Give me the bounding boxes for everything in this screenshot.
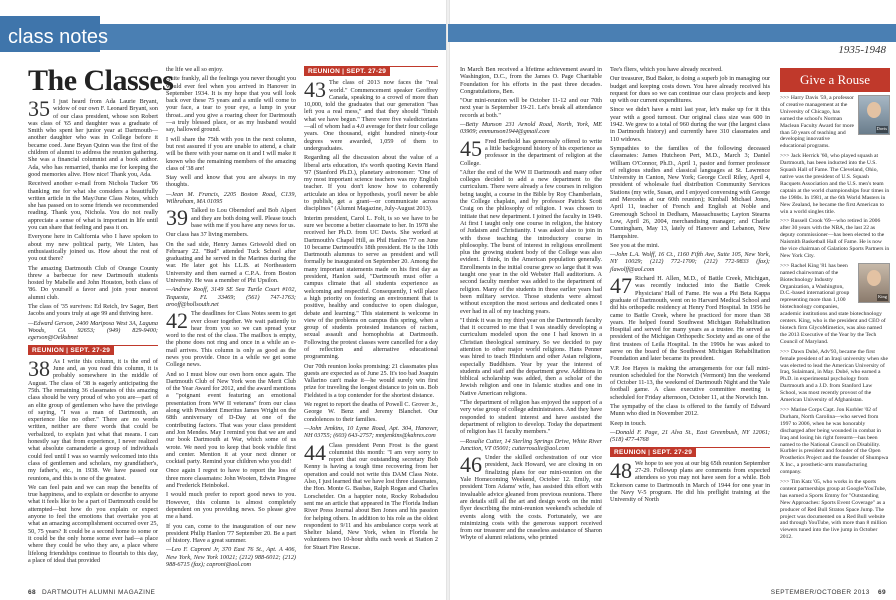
note-47-p2: V.P. Joe Hayes is making the arrangements for our fall mini-reunion scheduled for the Norwich (Vermont) Inn the weekend of October 11-13, the weekend of Dartmouth Night and the Yale football game. A class executive committee meeting is scheduled for Friday afternoon, October 11, at the Norwich Inn.: [610, 364, 770, 401]
rouse-item-text: >>> Rachel King '81 has been named chairwoman of the Biotechnology Industry Organization, a Washington, D.C.-based international group representing more than 1,100 biotechnology companies, academic institutions and state biotechnology centers. King, who is the president and CEO of biotech firm GlycoMimetics, was also named the 2013 Executive of the Year by the Tech Council of Maryland.: [780, 262, 886, 345]
reunion-badge-38: REUNION | SEPT. 27-29: [28, 346, 114, 355]
class-number-45: 45: [460, 135, 482, 161]
note-45-p3: "I think it was in my third year on the Dartmouth faculty that it occurred to me that I was steadily developing a curriculum modeled upon the one I had known in a Christian theological seminary. So we decided to pay attention to other major world religions. Hans Penner was hired to teach Hinduism and other Asian religions, especially Buddhism. Year by year the interest of students and staff and the department grew. Additions in biblical scholarship was added, then a scholar of the Jewish religion and one in Islamic studies and one in Native American religions.: [460, 316, 602, 397]
note-44-cont-p1: In March Ben received a lifetime achievement award in Washington, D.C., from the James O. Page Charitable Foundation for his efforts in the past three decades. Congratulations, Ben.: [460, 66, 602, 95]
note-42-p4: I would much prefer to report good news to you. However, this column is almost completely dependent on you providing news. So please give me a hand.: [166, 491, 296, 521]
note-35-p3: Everyone here in California who I have spoken to about my new political party, We Listen, has enthusiastically joined us. How about the rest of you out there?: [28, 233, 158, 263]
give-a-rouse-title: Give a Rouse: [780, 68, 890, 92]
class-years-range: 1935-1948: [838, 44, 886, 56]
note-42-p2: And so I must blow our own horn once again. The Dartmouth Club of New York won the Merit Club of the Year Award for 2012, and the award mentions a "poignant event featuring an emotional presentation from WW II veterans" from our class along with President Emeritus James Wright on the 68th anniversary of D-Day at one of the contributing factors. That was your class president and Jon Mendes. May I remind you that we are and our book Dartmouth at War, which some of us wrote. We need you to keep that book visible first and center. Mention it at your next dinner or cocktail party. Remind your children who you did!: [166, 370, 296, 466]
note-43-p3: Interim president, Carol L. Folt, is so we have to be sure we become a better classmate to her. In 1978 she received her Ph.D. from UC Davis. She worked at Dartmouth's Chapel Hill, as Phil Hanlon '77 on June 10 became Dartmouth's 18th president. He is the 10th Dartmouth alumnus to serve as president and will formally be inaugurated on September 20. Among the many important statements made on his first day as president, Hanlon said, "Dartmouth must offer a campus climate that all students experience as welcoming and respectful. Consequently, I will place a high priority on fostering an environment that is positive, healthy and conducive to open dialogue, debate and learning." This statement is welcome in view of the problems on campus this spring, when a group of students protested instances of racism, sexual assault and homophobia at Dartmouth. Following the protest classes were cancelled for a day of reflection and alternative educational programming.: [304, 214, 438, 361]
right-page: [448, 0, 896, 600]
portrait-face: [867, 102, 881, 118]
col5-p1: Tee's fliers, which you have already received.: [610, 66, 723, 73]
rouse-item: >>> Dawn Dubé, Adv'93, became the first female president of an Iraqi university when she was elected to lead the American University of Iraq, Sulaimani, in May. Dubé, who earned a Ph.D. in experimental psychology from Dartmouth and a J.D. from Stanford Law School, was most recently provost of the American University of Afghanistan.: [780, 348, 888, 404]
note-44-signature: —Betty Munson 231 Arnold Road, North, York, ME 03909; emmunson1944@gmail.com: [460, 121, 602, 136]
note-43-signature: —John Jenkins, 10 Lyme Road, Apt. 304, Hanover, NH 03755; (603) 643-2757; mmjenkins@kahres.com: [304, 424, 438, 440]
col2-p2: Quite frankly, all the feelings you never thought you would ever feel when you arrived in Hanover in September 1934. It is my hope that you will look back over these 75 years and a smile will come to your face, a tear to your eye, a lump in your throat...and you give a roaring cheer for Dartmouth—a truly blessed place, or as my husband would say, hallowed ground.: [166, 75, 296, 134]
note-46-p1: Under the skilled orchestration of our vice president, Jack Howard, we are closing in on finalizing plans for our mini-reunion on the Yale Homecoming Weekend, October 12. Emily, our president Tom Adams' wife, has assisted this effort with invaluable advice gleaned from previous reunions. There are details still all the art and design work on the mini flyer describing the mini-reunion weekend's schedule of events along with the costs. Fortunately, we are minimizing costs with the generous support received from our treasurer and the ceaseless assistance of Sharon Whyte of alumni relations, who printed: [460, 454, 602, 542]
left-magazine-name: DARTMOUTH ALUMNI MAGAZINE: [42, 589, 156, 596]
col5-signature: —John L.A. Wolff, 16 Ct., 1160 Fifth Ave, Suite 105, New York, NY 10029; (212) 772-1700; (212) 772-9833 (fax); jlawolff@aol.com: [610, 251, 770, 273]
note-42-signature: —Leo F. Caproni Jr, 370 East 76 St., Apt. A 406, New York, New York 10021; (212) 988-6012; (212) 988-6715 (fax); caproni@aol.com: [166, 546, 296, 568]
note-35-p1: I just heard from Ada Laurie Bryant, widow of our own F. Leonard Bryant, son of our class president, whose son Robert was class of '65 and daughter was a graduate of Smith who spent her junior year at Dartmouth—another daughter who was in College before it became coed. Jane Bryan Quinn was the first of the children of alumni to address the reunion gathering. She was a financial columnist and a book author. Ada, who has remarried, thanks me for keeping the good memories alive. How nice! Thank you, Ada.: [28, 98, 158, 178]
header-band-right: [448, 24, 896, 42]
class-number-38: 38: [28, 355, 50, 381]
col2-signature: —Jean M. Francis, 2205 Boston Road, C139, Wilbraham, MA 01095: [166, 190, 296, 206]
note-43-p1: The class of 2013 now faces the "real world." Commencement speaker Geoffrey Canada, speaking to a crowd of more than 10,000, told the graduates that our generation "has left you a real mess," and that they should "finish what we have begun." There were five valedictorians—all of whom had a 4.0 average for their four college years. One thousand, eight hundred ninety-four degrees were awarded, 1,059 of them to undergraduates.: [304, 79, 438, 152]
note-38-p1: As I write this column, it is the end of June and, as you read this column, it is probably somewhere in the middle of August. The class of '38 is eagerly anticipating the 75th. The remaining 36 classmates of this amazing class should be very proud of who you are—part of an elite group of gentlemen who have the privilege of saying, "I was a man of Dartmouth, an experience like no other." There are no words written, neither are there words that could be verbalized, to explain just what that means. I can honestly say that from experience, I never realized what absolute camaraderie a group of individuals could feel until I was so warmly welcomed into this class of gentlemen and scholars, my grandfather's, my father's, etc., in 1938. We have passed our reunions, and this is one of the greatest.: [28, 357, 158, 482]
note-43-p4: Our 70th reunion looks promising: 21 classmates plus guests are expected as of June 25. It's too bad Joaquin Vallarino can't make it—he would surely win first prize for traveling the longest distance to join us. Bob Fieldsted is a top contender for the shortest distance.: [304, 362, 438, 399]
note-45-p4: "The department of religion has enjoyed the support of a very wise group of college administrators. And they have responded to student interest and have assisted the department of religion to develop. Today the department of religion has 11 faculty members.": [460, 399, 602, 436]
col2-p4: Stay well and know that you are always in my thoughts.: [166, 174, 296, 189]
note-48-p1: We hope to see you at our big 65th reunion September 27-29. Followup plans are comments from expected attendees so you may not have seen for a while. Bob Eckerson came to Dartmouth in March of 1944 for one year in the Navy V-5 program. He did his preflight training at the University of North: [610, 459, 770, 504]
rouse-item: >>> Marine Corps Capt. Jon Kurbler '02 of Durham, North Carolina—who served from 1997 to 2006, when he was honorably discharged after being wounded in combat in Iraq and losing his right forearm—has been named to the National Council on Disability. Kurbler is president and founder of the Open Prosthetics Project and the founder of Shumpwa X Inc., a prosthetic-arm manufacturing company.: [780, 406, 889, 476]
portrait-face: [867, 270, 881, 286]
class-number-42: 42: [166, 308, 188, 334]
note-42-p3: Once again I regret to have to report the loss of three more classmates: John Wooten, Edwin Pingree and Frederick Heinbokel.: [166, 467, 296, 490]
class-number-46: 46: [460, 452, 482, 478]
note-42-p1: The deadlines for Class Notes seem to get ever closer together. We wait patiently to hear from you so we can spread your word to the rest of the class. The mailbox is empty, the phone does not ring and once in a while an e-mail arrives. This column is only as good as the news you provide. Once in a while we get some College news.: [166, 310, 296, 369]
class-number-39: 39: [166, 205, 188, 231]
col5-p3: Since we didn't have a mini last year, let's make up for it this year with a good turnout. Our original class size was 600 in 1942. We grew to a total of 960 during the war (the largest class in Dartmouth history) and currently have 310 classmates and 110 widows.: [610, 106, 770, 143]
note-43-p2: Regarding all the discussion about the value of a liberal arts education, it's worth quoting Kevin Hand '97 (Stanford Ph.D.), planetary astronomer: "One of my most important science teachers was my English teacher. If you don't know how to coherently articulate an idea or hypothesis, you'll never be able to publish, get a grant—or communicate across disciplines" (Alumni Magazine, July-August 2013).: [304, 154, 438, 213]
note-39-p1: Talked to Lou Oberndorf and Bob Alpert and they are both doing well. Please touch base with me if you have any news for us.: [191, 207, 296, 229]
reunion-badge-43: REUNION | SEPT. 27-29: [304, 67, 390, 76]
column-1: [28, 98, 158, 566]
class-number-47: 47: [610, 273, 632, 299]
note-47-p1: Richard H. Allen, M.D., of Battle Creek, Michigan, was recently inducted into the Battle Creek Physicians' Hall of Fame. He was a Phi Beta Kappa graduate of Dartmouth, went on to Harvard Medical School and did his orthopedic residency at Henry Ford Hospital. In 1956 he came to Battle Creek, where he practiced for more than 38 years. He helped found Southwest Michigan Rehabilitation Hospital and served for many years as a trustee. He served as president of the Michigan Orthopedic Society and as one of the first trustees of Leila Hospital. In the 1990s he was asked to serve on the board of the Southwest Michigan Rehabilitation Foundation and later became its president.: [610, 275, 770, 363]
note-47-p4: Keep in touch.: [610, 419, 647, 427]
right-footer: [771, 589, 886, 596]
note-45-p2: "After the end of the WW II Dartmouth and many other colleges decided to add a new department to the curriculum. There were already a few courses in religion being taught, a course in the Bible by Roy Chamberlain, the College chaplain, and by professor Patrick Scott Craig on the philosophy of religion. I was chosen to initiate that new department. I joined the faculty in 1949. At first I taught only one course in religion, the history of Judaism and Christianity. I was asked also to join in with those teaching the introductory course in philosophy. The burst of interest in religious enrollment plus the growing student body of the College was also evident. I think, in the American population generally. Enrollments in the initial course grew so large that it was taught one year in the old Webster Hall auditorium. A second faculty member was added to the department of religion. Many of the students in those earlier years had been military service. Those students were almost without exception the most serious and dedicated ones I ever had in all of my teaching years.: [460, 168, 602, 315]
note-39-p3: On the sad side, Henry James Griswold died on February 22. "Bud" attended Tuck School after graduating and he served in the Marines during the war. He later got his LL.B. at Northeastern University and then earned a C.P.A. from Boston University. He was a member of Phi Upsilon.: [166, 240, 296, 285]
page-title: The Classes: [28, 64, 174, 97]
note-44-cont-p2: "Our mini-reunion will be October 11-12 and our 70th next year is September 19-21. Let's break all attendance records at both.": [460, 97, 602, 119]
note-47-p3: The sympathy of the class is offered to the family of Edward Munn who died in November 2012.: [610, 403, 770, 418]
photo-davis: [858, 95, 890, 135]
rouse-item: [780, 263, 890, 346]
rouse-item: >>> Jack Herrick '60, who played squash at Dartmouth, has been inducted into the U.S. Squash Hall of Fame. The Cleveland, Ohio, native was the president of U.S. Squash Racquets Association and the U.S. men's team captain at the world championships four times in the 1980s. In 1981, at the 6th World Masters in New Zealand, he became the first American to win a world singles title.: [780, 153, 890, 215]
rouse-item-text: >>> Harry Davis '59, a professor of creative management at the University of Chicago, has earned the school's Norman Maclean Faculty Award for more than 50 years of teaching and developing innovative educational programs.: [780, 95, 855, 150]
note-45-signature: —Rosalie Cutter, 14 Sterling Springs Drive, White River Junction, VT 05001; cutterrosalie@aol.com: [460, 437, 602, 452]
give-a-rouse-list: [780, 92, 890, 541]
photo-caption-king: King: [878, 293, 887, 299]
rouse-item: >>> Tim Katz '05, who works in the sports content partnerships group at Google/YouTube, has earned a Sports Emmy for "Outstanding New Approaches: Sports Event Coverage" as a producer of Red Bull Stratos Space Jump. The project was documented on a Red Bull website and through YouTube, with more than 8 million viewers tuned into the live jump in October 2012.: [780, 479, 887, 541]
photo-caption-davis: Davis: [876, 126, 887, 132]
class-number-44: 44: [304, 439, 326, 465]
col5-p5: See you at the mini.: [610, 241, 660, 249]
note-39-signature: —Andrew Rooff, 3149 SE Sea Turtle Court #102, Tequesta, FL 33469; (561) 747-1763; arooff@hollsouth.net: [166, 286, 296, 308]
note-35-signature: —Edward Gerson, 2400 Mariposa West 3A, Laguna Woods, CA 92653; (949) 829-9400; egerson@Oelksbnet: [28, 319, 158, 342]
reunion-badge-48: REUNION | SEPT. 27-29: [610, 448, 696, 457]
note-35-p2: Received another e-mail from Nichola Tucker '06 thanking me for what she considers a beautifully written article in the May/June Class Notes, which she has passed on to some friends we recommended reading. Thank you, Nichola. You do not really appreciate a sense of what is important in life until you can share that feeling and pass it on.: [28, 180, 158, 232]
note-47-signature: —Donald F. Page, 21 Alva St., East Greenbush, NY 12061; (518) 477-4768: [610, 428, 770, 444]
class-number-48: 48: [610, 457, 632, 483]
note-42-p5: If you can, come to the inauguration of our new president Philip Hanlon '77 September 20. Be a part of history. Have a great summer.: [166, 522, 296, 545]
col5-p4: Sympathies to the families of the following deceased classmates: James Hutcheon Pert, M.D., March 3; Daniel William O'Connor, Ph.D., April 1, pastor and former professor of religious studies and classical languages at St. Lawrence University in Canton, New York; George Cecil Riley, April 4, president of wholesale fuel distribution Community Services Stations (my wife, Susan, and I enjoyed conversing with George and Mercedes at our 60th reunion); Kimball Michael Jones, April 11, teacher of French and English at Noble and Greenough School in Dedham, Massachusetts; Layton Stearns Low, April 26, 2004, merchandising manager; and Charlie Cunningham, May 13, lately of Hanover and Lebanon, New Hampshire.: [610, 144, 770, 240]
right-page-number: 69: [877, 589, 886, 596]
section-title: class notes: [8, 26, 109, 48]
left-footer: [28, 589, 155, 596]
rouse-item: [780, 95, 890, 150]
col2-p3: I will share the 75th with you in the next column, but rest assured if you are unable to attend, a chair will be there with your name on it and I will make it known who the remaining members of the amazing class of '38 are!: [166, 135, 296, 172]
column-3: [304, 66, 438, 553]
class-number-43: 43: [304, 77, 326, 103]
rouse-item: >>> Russell Crook '69—who retired in 2006 after 30 years with the NBA, the last 22 as deputy commissioner—has been elected to the Naismith Basketball Hall of Fame. He is now the vice chairman of Galatioto Sports Partners in New York City.: [780, 218, 890, 259]
give-a-rouse-sidebar: [780, 68, 890, 588]
note-35-p5: The class of '35 survives: Ed Reich, Irv Sager, Bert Jacobs and yours truly at age 99 and thriving here.: [28, 303, 158, 318]
note-39-p2: Our class has 37 living members.: [166, 231, 249, 239]
note-43-p5: We regret to report the deaths of Powell C. Grover Jr., George W. Benz and Jeremy Blanchet. Our condolences to their families.: [304, 401, 438, 423]
right-issue-date: SEPTEMBER/OCTOBER 2013: [770, 589, 870, 596]
column-2: [166, 66, 296, 570]
note-38-p2: We can feel pain and we can reap the benefits of true happiness, and to explain or describe to anyone what it feels like to be a part of Dartmouth could be attempted—but how do you explain or expect anyone to feel the emotions that overtake you at what an amazing accomplishment occurred over 25, 50, 75 years? It could be a second home to some or it could be the only home some ever had—a place where they could be who they are, a place where lifelong friendships continue to flourish to this day, a place of ideal that provided: [28, 483, 158, 564]
class-number-35: 35: [28, 96, 50, 121]
col2-p1: the life we all so enjoy.: [166, 66, 224, 73]
left-page-number: 68: [28, 589, 37, 596]
column-4: [460, 66, 602, 544]
photo-king: [858, 263, 890, 303]
note-45-p1: Fred Berthold has generously offered to write a little background history of his experience as professor in the department of religion at the College.: [460, 137, 602, 167]
note-35-p4: The amazing Dartmouth Club of Orange County threw a barbecue for new Dartmouth students hosted by Mabelle and John Houston, both class of '86. Do yourself a favor and join your nearest alumni club.: [28, 264, 158, 301]
note-44-p1: Class president Penn Frost is the guest columnist this month: "I am very sorry to report that our outstanding secretary Bob Kenny is having a tough time recovering from her operation and could not write this DAM Class Note. Also, I just learned that we have lost three classmates, the Hon. Monte G. Basbas, Ralph Rogan and Charles Lorscheider. On a happier note, Rocky Robadsdou sent me an article that appeared in The Florida Indian River Press Journal about Ben Jones and his passion for helping others. In addition to his role as the oldest respondent to 9/11 and his ambulance corps work at Shelter Island, New York, when in Florida he volunteers two 10-hour shifts each week at Station 2 for Stuart Fire Rescue.: [304, 441, 438, 551]
col5-p2: Our treasurer, Bud Baker, is doing a superb job in managing our budget and keeping costs down. You have already received his request for dues so we can continue our class projects and keep up with our current expenditures.: [610, 75, 770, 105]
column-5: [610, 66, 770, 506]
